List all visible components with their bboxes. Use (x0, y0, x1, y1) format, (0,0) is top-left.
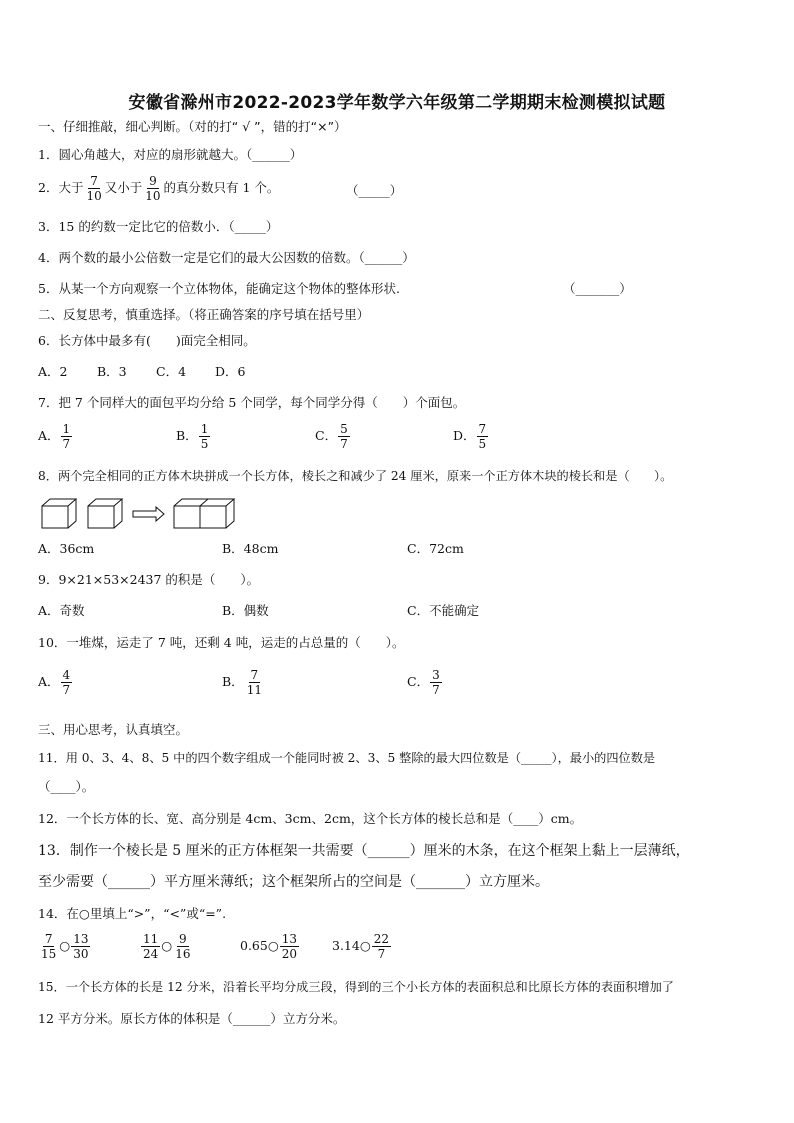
question-4: 4．两个数的最小公倍数一定是它们的最大公因数的倍数。（______） (38, 250, 415, 265)
question-11-line-2: （____）。 (38, 779, 95, 794)
question-6: 6．长方体中最多有( )面完全相同。 (38, 333, 256, 348)
q14-item-2: $\frac{11}{24}$ ○ $\frac{9}{16}$ (143, 932, 191, 961)
q9-option-a: A．奇数 (38, 603, 85, 618)
q2-fraction-2: $\frac{9}{10}$ (145, 174, 161, 203)
question-1: 1．圆心角越大，对应的扇形就越大。（______） (38, 147, 303, 162)
q14-item-4: 3.14○ $\frac{22}{7}$ (332, 932, 390, 961)
page-title: 安徽省滁州市2022-2023学年数学六年级第二学期期末检测模拟试题 (128, 93, 666, 113)
arrow-icon (133, 507, 164, 521)
question-3: 3．15 的约数一定比它的倍数小．（_____） (38, 219, 279, 234)
question-7: 7．把 7 个同样大的面包平均分给 5 个同学，每个同学分得（ ）个面包。 (38, 395, 466, 410)
q6-option-b: B．3 (97, 364, 127, 379)
q2-fraction-1: $\frac{7}{10}$ (86, 174, 102, 203)
question-15-line-2: 12 平方分米。原长方体的体积是（______）立方分米。 (38, 1011, 346, 1026)
q2-answer-blank: （_____） (346, 183, 403, 198)
question-14: 14．在○里填上“>”，“<”或“=”. (38, 906, 227, 921)
cube-1 (42, 499, 76, 528)
q2-suffix: 的真分数只有 1 个。 (163, 180, 280, 195)
q6-option-a: A．2 (38, 364, 68, 379)
q6-option-c: C．4 (156, 364, 187, 379)
question-15-line-1: 15．一个长方体的长是 12 分米，沿着长平均分成三段，得到的三个小长方体的表面积总和比原长方体的表面积增加了 (38, 980, 674, 994)
q7-option-d: D． $\frac{7}{5}$ (453, 422, 487, 451)
q9-option-c: C．不能确定 (407, 603, 480, 618)
section-2-heading: 二、反复思考，慎重选择。（将正确答案的序号填在括号里） (38, 307, 370, 322)
q10-option-c: C． $\frac{3}{7}$ (407, 668, 440, 697)
section-3-heading: 三、用心思考，认真填空。 (38, 722, 189, 737)
cube-diagram (38, 496, 238, 532)
q7-option-b: B． $\frac{1}{5}$ (176, 422, 209, 451)
q7-option-c: C． $\frac{5}{7}$ (315, 422, 348, 451)
cube-2 (88, 499, 122, 528)
q10-option-b: B． $\frac{7}{11}$ (222, 668, 262, 697)
q14-item-1: $\frac{7}{15}$ ○ $\frac{13}{30}$ (41, 932, 89, 961)
q8-option-c: C．72cm (407, 541, 464, 556)
question-9: 9．9×21×53×2437 的积是（ ）。 (38, 572, 260, 587)
q6-option-d: D．6 (215, 364, 246, 379)
q7-option-a: A． $\frac{1}{7}$ (38, 422, 71, 451)
q5-answer-blank: （_______） (563, 281, 632, 296)
question-10: 10．一堆煤，运走了 7 吨，还剩 4 吨，运走的占总量的（ ）。 (38, 635, 405, 650)
q10-option-a: A． $\frac{4}{7}$ (38, 668, 71, 697)
cuboid (174, 499, 234, 528)
q8-option-b: B．48cm (222, 541, 279, 556)
q9-option-b: B．偶数 (222, 603, 269, 618)
q2-mid: 又小于 (104, 180, 143, 195)
q8-option-a: A．36cm (38, 541, 95, 556)
question-8: 8．两个完全相同的正方体木块拼成一个长方体，棱长之和减少了 24 厘米，原来一个正方体木块的棱长和是（ ）。 (38, 469, 673, 483)
question-13-line-1: 13．制作一个棱长是 5 厘米的正方体框架一共需要（______）厘米的木条，在这个框架上黏上一层薄纸， (38, 843, 690, 859)
question-12: 12．一个长方体的长、宽、高分别是 4cm、3cm、2cm，这个长方体的棱长总和是（____）cm。 (38, 811, 583, 826)
q2-prefix: 2．大于 (38, 180, 84, 195)
question-5: 5．从某一个方向观察一个立体物体，能确定这个物体的整体形状. (38, 281, 400, 296)
question-13-line-2: 至少需要（______）平方厘米薄纸；这个框架所占的空间是（_______）立方厘米。 (38, 874, 549, 890)
section-1-heading: 一、仔细推敲，细心判断。（对的打“ √ ”，错的打“×”） (38, 119, 347, 134)
q14-item-3: 0.65○ $\frac{13}{20}$ (240, 932, 298, 961)
question-11-line-1: 11．用 0、3、4、8、5 中的四个数字组成一个能同时被 2、3、5 整除的最大四位数是（_____），最小的四位数是 (38, 751, 656, 765)
question-2 (38, 174, 279, 203)
